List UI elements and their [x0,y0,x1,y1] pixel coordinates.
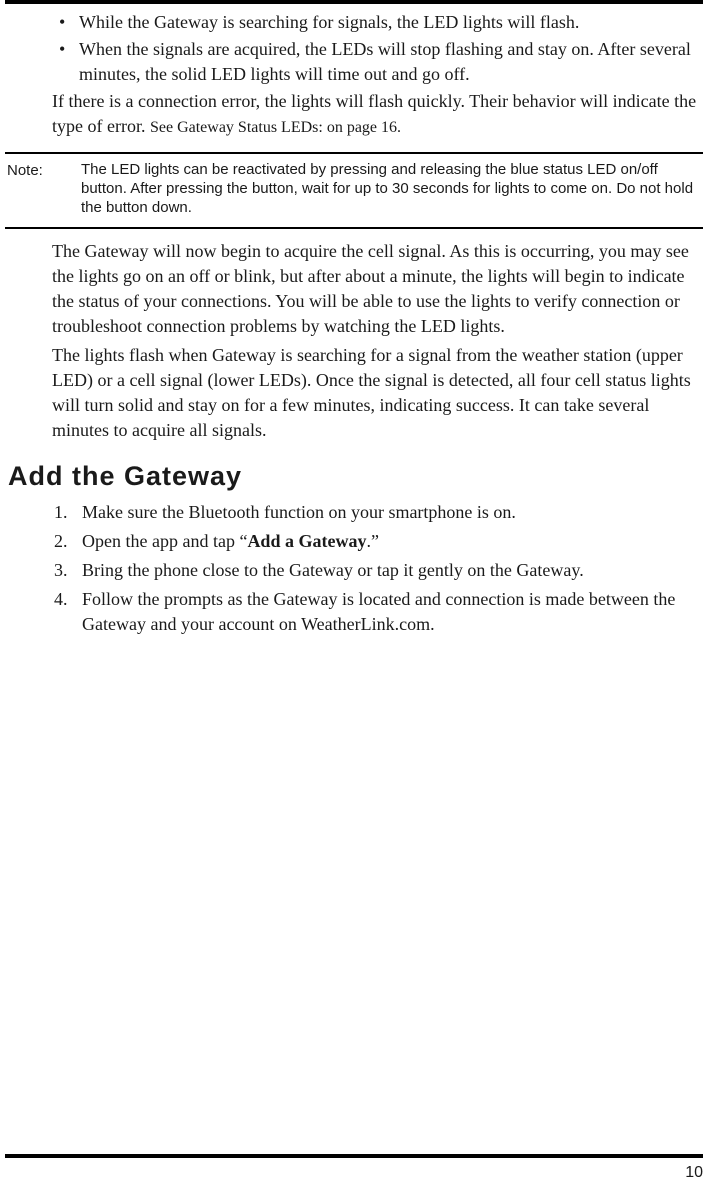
step-number: 1. [54,502,68,522]
step-text: Bring the phone close to the Gateway or tap it gently on the Gateway. [82,560,584,580]
step-number: 2. [54,531,68,551]
step-text-post: .” [366,531,379,551]
footer-rule [5,1154,703,1158]
step-item [0,500,708,525]
step-item [0,587,708,637]
step-item [0,529,708,554]
led-behavior-list [0,10,708,87]
note-text: The LED lights can be reactivated by pressing and releasing the blue status LED on/off button. After pressing the button, wait for up to 30 seconds for lights to come on. Do not hold the button down. [81,161,694,216]
bullet-mark: • [59,39,66,59]
lights-flash-paragraph: The lights flash when Gateway is searching for a signal from the weather station (upper LED) or a cell signal (lower LEDs). Once the signal is detected, all four cell status lights will turn solid and stay on for a few minutes, indicating success. It can take several minutes to acquire all signals. [52,345,691,440]
step-text-pre: Open the app and tap “ [82,531,248,551]
list-item [0,37,708,87]
note-box [5,152,703,229]
steps-list [0,500,708,637]
section-heading: Add the Gateway [8,461,243,491]
step-number: 4. [54,589,68,609]
page-number: 10 [685,1164,703,1181]
list-item [0,10,708,35]
list-item-text: When the signals are acquired, the LEDs will stop flashing and stay on. After several minutes, the solid LED lights will time out and go off. [79,39,691,84]
list-item-text: While the Gateway is searching for signals, the LED lights will flash. [79,12,580,32]
page-content [0,10,708,641]
add-gateway-label: Add a Gateway [247,531,367,551]
header-rule [5,0,703,4]
acquire-signal-paragraph: The Gateway will now begin to acquire the cell signal. As this is occurring, you may see the lights go on an off or blink, but after about a minute, the lights will begin to indicate the status of your connections. You will be able to use the lights to verify connection or troubleshoot connection problems by watching the LED lights. [52,241,689,336]
note-label: Note: [7,162,43,179]
step-text: Make sure the Bluetooth function on your smartphone is on. [82,502,516,522]
step-item [0,558,708,583]
connection-error-text: If there is a connection error, the lights will flash quickly. Their behavior will indicate the type of error. [52,91,697,136]
step-text: Follow the prompts as the Gateway is located and connection is made between the Gateway and your account on WeatherLink.com. [82,589,676,634]
step-number: 3. [54,560,68,580]
connection-error-paragraph [52,89,700,140]
bullet-mark: • [59,12,66,32]
status-leds-reference: See Gateway Status LEDs: on page 16. [149,119,402,136]
